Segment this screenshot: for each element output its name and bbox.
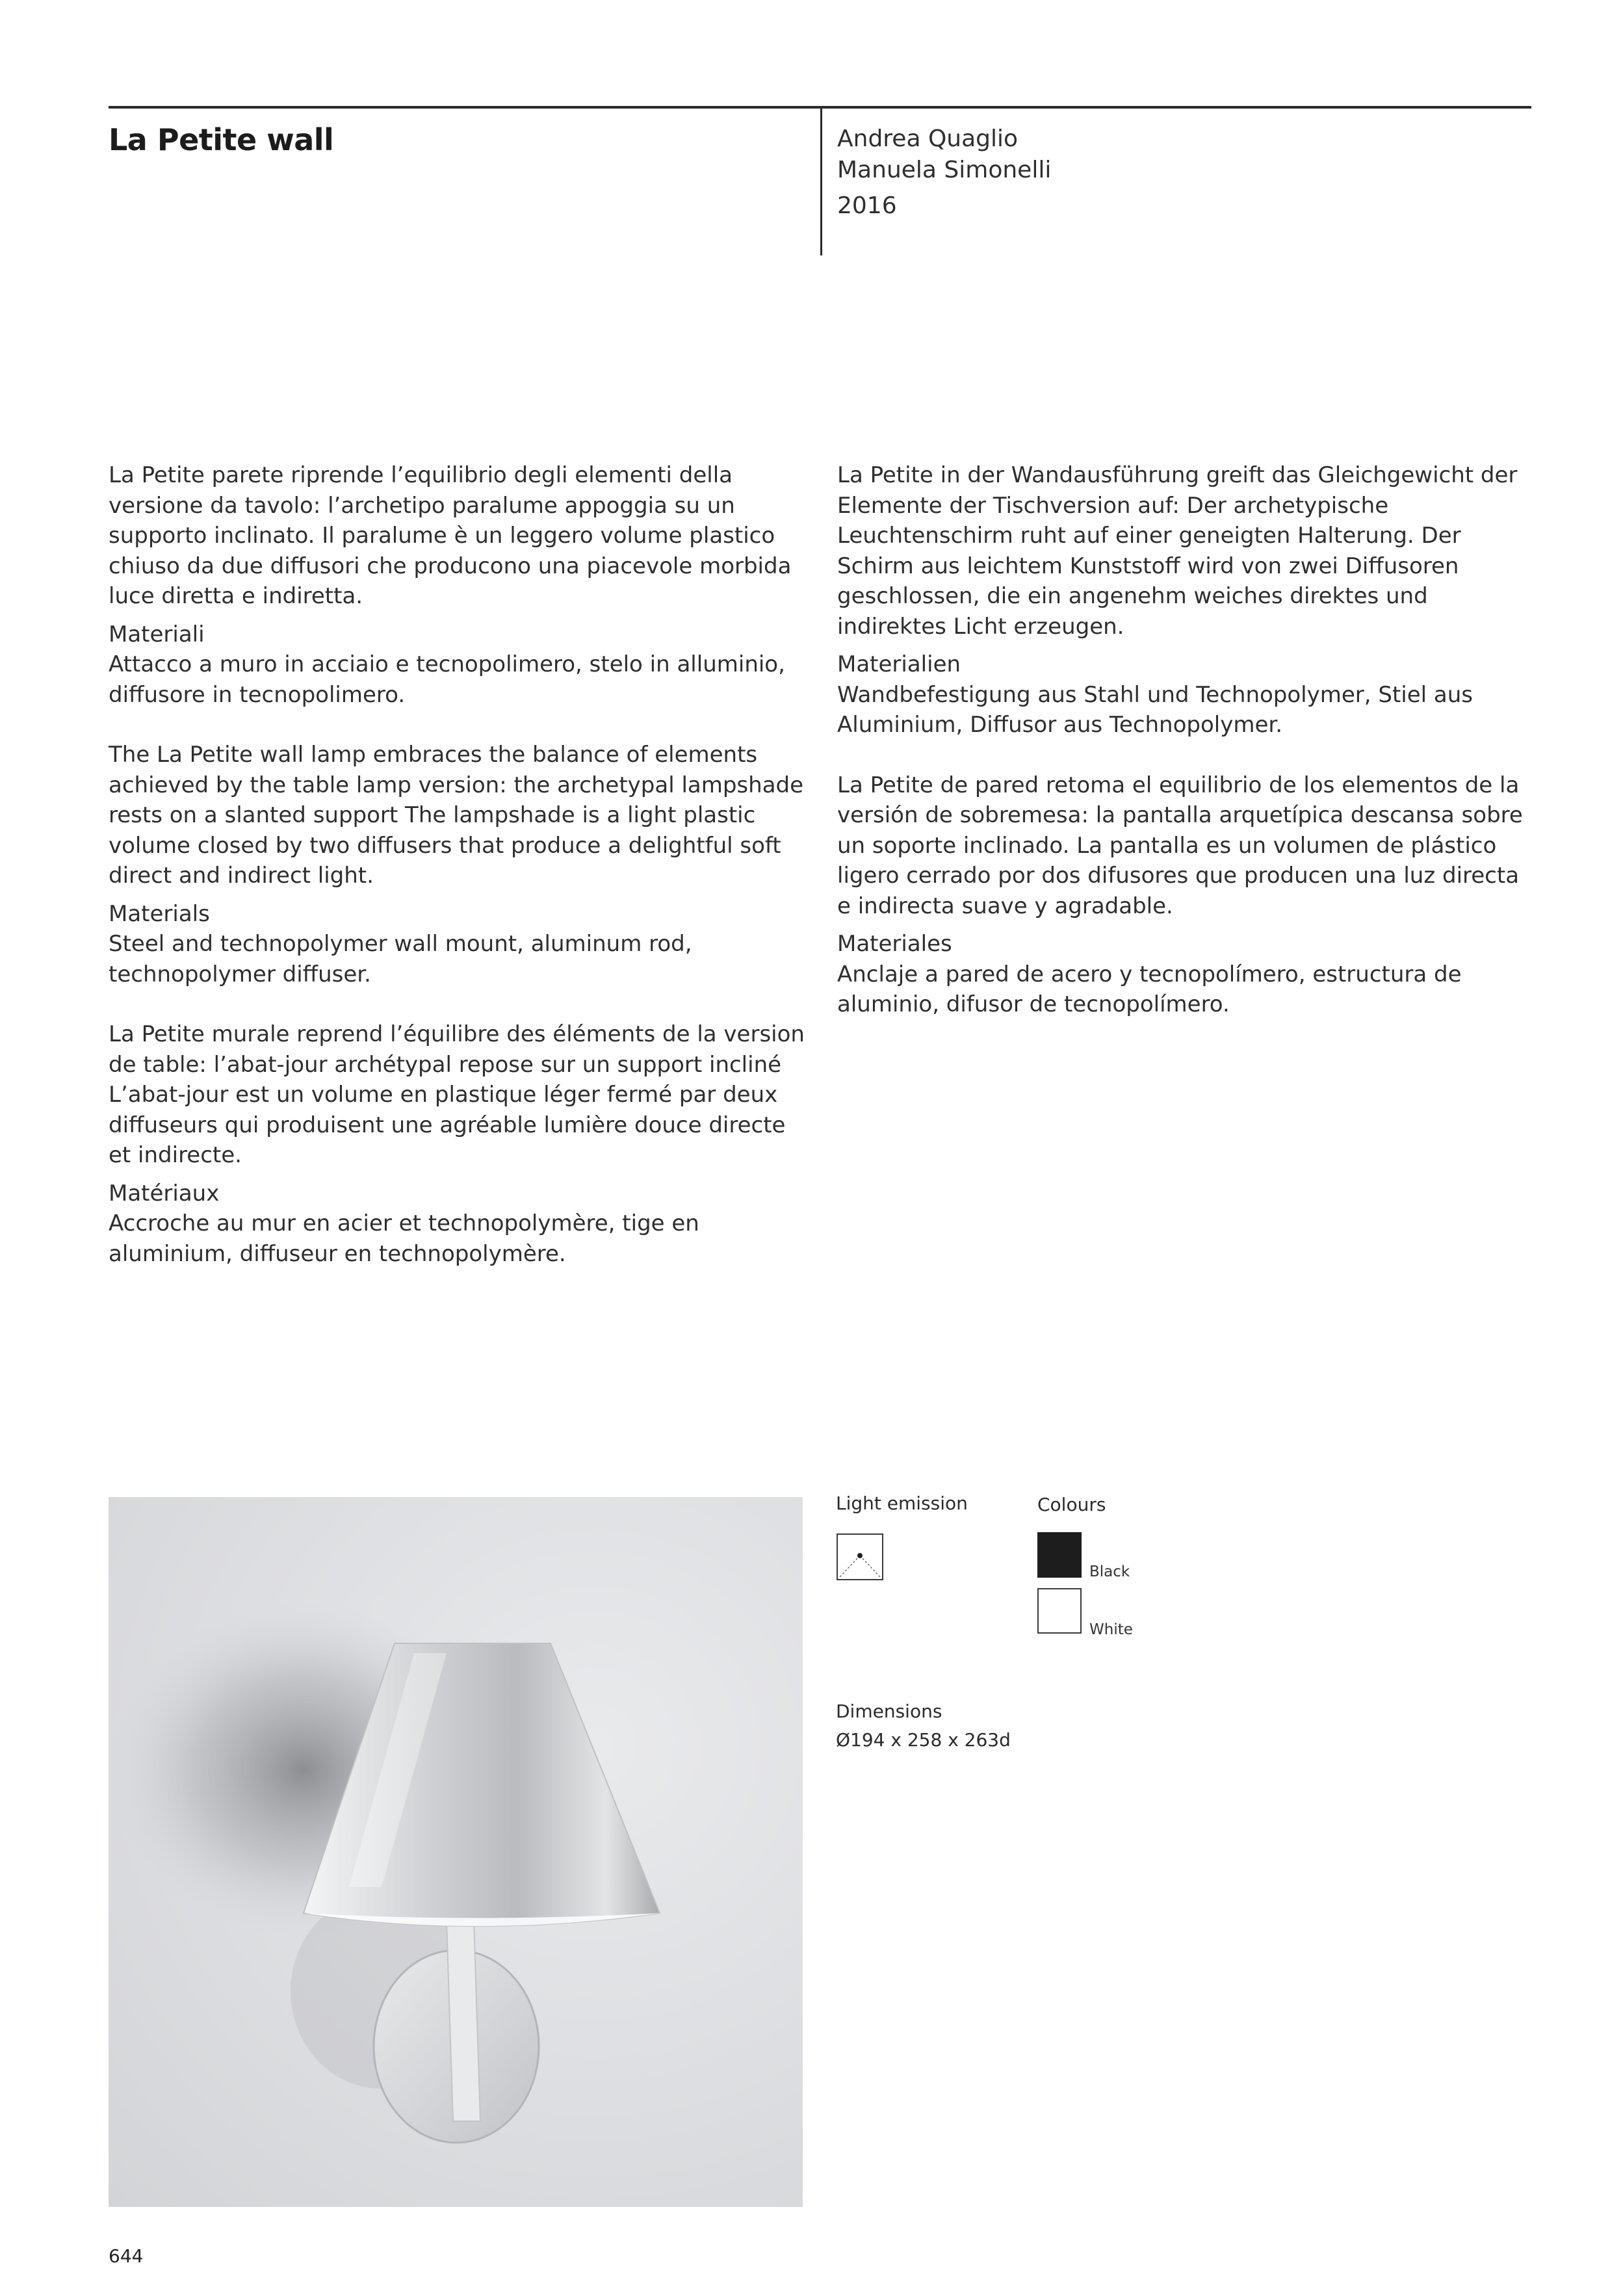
english-description: The La Petite wall lamp embraces the balance of elements achieved by the table lamp version: the archetypal lampshade rests on a slanted support The lampshade is a light plastic volume closed by two diffusers that produce a delightful soft direct and indirect light.	[109, 742, 804, 889]
description-left-column	[109, 460, 811, 1269]
colour-name-black: Black	[1089, 1563, 1130, 1580]
german-materials-heading: Materialien	[837, 651, 961, 677]
dimensions-value: Ø194 x 258 x 263d	[836, 1729, 1011, 1751]
italian-materials: Attacco a muro in acciaio e tecnopolimero, stelo in alluminio, diffusore in tecnopolimero.	[109, 651, 785, 708]
product-title: La Petite wall	[109, 122, 334, 157]
product-photo	[109, 1497, 803, 2207]
colour-swatch-black	[1037, 1532, 1082, 1578]
lamp-stem	[447, 1920, 480, 2121]
colour-swatch-white	[1037, 1588, 1082, 1634]
spanish-description: La Petite de pared retoma el equilibrio de los elementos de la versión de sobremesa: la pantalla arquetípica descansa sobre un soporte inclinado. La pantalla es un volumen de plástico ligero cerrado por dos difusores que producen una luz directa e indirecta suave y agradable.	[837, 772, 1523, 919]
colour-name-white: White	[1089, 1621, 1133, 1638]
spanish-materials-heading: Materiales	[837, 931, 952, 957]
english-materials: Steel and technopolymer wall mount, aluminum rod, technopolymer diffuser.	[109, 931, 692, 987]
light-emission-icon	[837, 1533, 883, 1580]
dimensions-label: Dimensions	[836, 1701, 942, 1722]
page-number: 644	[109, 2245, 144, 2267]
lamp-illustration	[109, 1497, 803, 2207]
french-materials: Accroche au mur en acier et technopolymère, tige en aluminium, diffuseur en technopolymère.	[109, 1210, 699, 1267]
french-materials-heading: Matériaux	[109, 1180, 220, 1207]
designer-name: Manuela Simonelli	[837, 157, 1052, 183]
french-description: La Petite murale reprend l’équilibre des éléments de la version de table: l’abat-jour archétypal repose sur un support incliné L’abat-jour est un volume en plastique léger fermé par deux diffuseurs qui produisent une agréable lumière douce directe et indirecte.	[109, 1021, 805, 1168]
english-materials-heading: Materials	[109, 900, 210, 927]
design-year: 2016	[837, 192, 897, 219]
german-materials: Wandbefestigung aus Stahl und Technopolymer, Stiel aus Aluminium, Diffusor aus Technopolymer.	[837, 681, 1474, 738]
designers	[837, 124, 1051, 186]
colours-label: Colours	[1037, 1494, 1106, 1515]
designer-name: Andrea Quaglio	[837, 125, 1019, 152]
spanish-materials: Anclaje a pared de acero y tecnopolímero, estructura de aluminio, difusor de tecnopolímero.	[837, 961, 1462, 1017]
light-emission-label: Light emission	[836, 1493, 968, 1514]
italian-materials-heading: Materiali	[109, 621, 205, 647]
description-right-column	[837, 460, 1539, 1020]
german-description: La Petite in der Wandausführung greift das Gleichgewicht der Elemente der Tischversion auf: Der archetypische Leuchtenschirm ruht auf einer geneigten Halterung. Der Schirm aus leichtem Kunststoff wird von zwei Diffusoren geschlossen, die ein angenehm weiches direktes und indirektes Licht erzeugen.	[837, 462, 1518, 640]
italian-description: La Petite parete riprende l’equilibrio degli elementi della versione da tavolo: l’archetipo paralume appoggia su un supporto inclinato. Il paralume è un leggero volume plastico chiuso da due diffusori che producono una piacevole morbida luce diretta e indiretta.	[109, 462, 792, 609]
header-vertical-rule	[820, 107, 822, 255]
